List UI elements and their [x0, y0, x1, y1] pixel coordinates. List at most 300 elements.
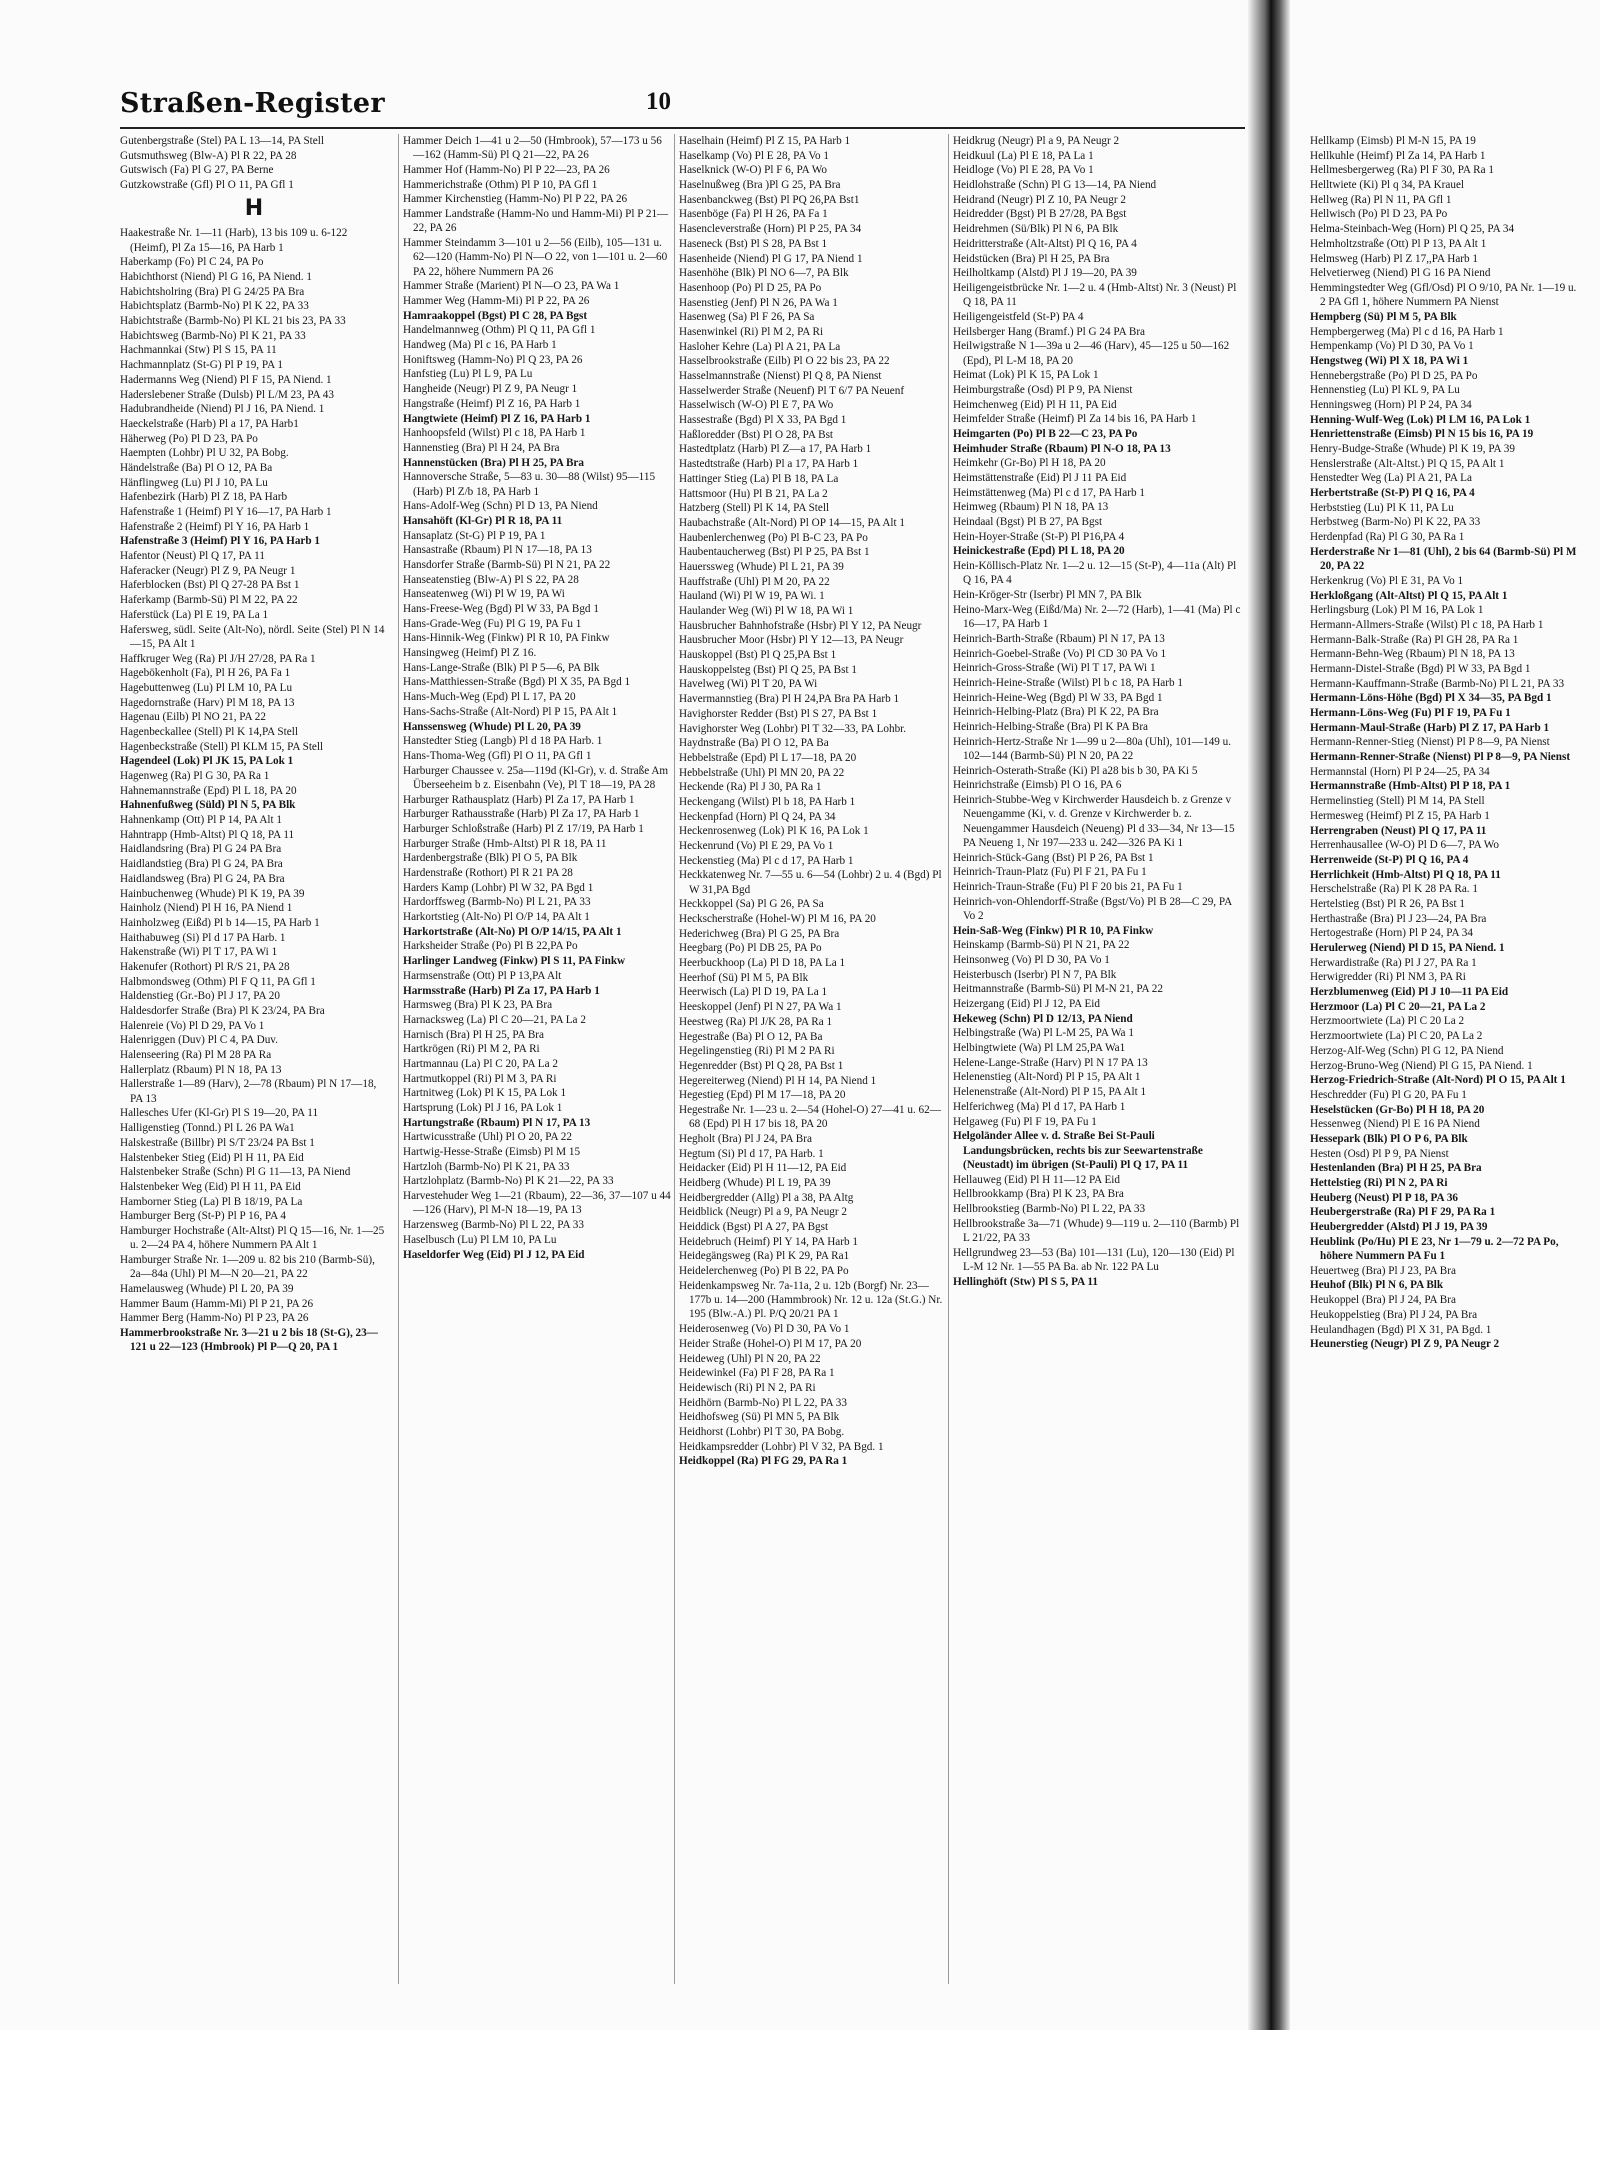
street-entry: Hammer Steindamm 3—101 u 2—56 (Eilb), 105—131 u. 62—120 (Hamm-No) Pl N—O 22, von 1—101 u. 2—60 PA 22, höhere Nummern PA 26 — [403, 237, 668, 278]
street-entry: Hermann-Renner-Straße (Nienst) Pl P 8—9, PA Nienst — [1310, 751, 1571, 764]
street-entry: Herzmoortwiete (La) Pl C 20 La 2 — [1310, 1015, 1465, 1028]
street-entry: Hattsmoor (Hu) Pl B 21, PA La 2 — [679, 487, 828, 500]
street-entry: Hamburger Berg (St-P) Pl P 16, PA 4 — [120, 1210, 286, 1223]
street-entry: Havighorster Redder (Bst) Pl S 27, PA Bst 1 — [679, 707, 878, 720]
street-entry: Hartungstraße (Rbaum) Pl N 17, PA 13 — [403, 1116, 591, 1129]
street-entry: Herzblumenweg (Eid) Pl J 10—11 PA Eid — [1310, 986, 1509, 999]
street-entry: Halenreie (Vo) Pl D 29, PA Vo 1 — [120, 1019, 265, 1032]
street-entry: Hahnemannstraße (Epd) Pl L 18, PA 20 — [120, 784, 297, 797]
street-entry: Hasenstieg (Jenf) Pl N 26, PA Wa 1 — [679, 296, 838, 309]
street-entry: Hardenstraße (Rothort) Pl R 21 PA 28 — [403, 867, 573, 880]
street-entry: Harmsenstraße (Ott) Pl P 13,PA Alt — [403, 969, 562, 982]
street-entry: Henstedter Weg (La) Pl A 21, PA La — [1310, 472, 1472, 485]
street-entry: Hekeweg (Schn) Pl D 12/13, PA Niend — [953, 1012, 1133, 1025]
street-entry: Heinrich-Heine-Straße (Wilst) Pl b c 18, PA Harb 1 — [953, 676, 1183, 689]
street-entry: Hammer Baum (Hamm-Mi) Pl P 21, PA 26 — [120, 1297, 314, 1310]
street-entry: Haferstück (La) Pl E 19, PA La 1 — [120, 608, 269, 621]
street-entry: Hartwicusstraße (Uhl) Pl O 20, PA 22 — [403, 1131, 572, 1144]
street-entry: Harvestehuder Weg 1—21 (Rbaum), 22—36, 37—107 u 44—126 (Harv), Pl M-N 18—19, PA 13 — [403, 1190, 671, 1217]
street-entry: Hans-Much-Weg (Epd) Pl L 17, PA 20 — [403, 691, 576, 704]
street-entry: Haseneck (Bst) Pl S 28, PA Bst 1 — [679, 237, 828, 250]
street-entry: Haferkamp (Barmb-Sü) Pl M 22, PA 22 — [120, 594, 298, 607]
street-entry: Habichtsweg (Barmb-No) Pl K 21, PA 33 — [120, 329, 306, 342]
street-entry: Habichtsplatz (Barmb-No) Pl K 22, PA 33 — [120, 300, 309, 313]
street-entry: Hegestraße (Ba) Pl O 12, PA Ba — [679, 1030, 823, 1043]
street-entry: Harburger Chaussee v. 25a—119d (Kl-Gr), v. d. Straße Am Überseeheim b z. Eisenbahn (Ve), Pl T 18—19, PA 28 — [403, 764, 669, 791]
street-entry: Gutenbergstraße (Stel) PA L 13—14, PA Stell — [120, 135, 324, 147]
street-entry: Hellkuhle (Heimf) Pl Za 14, PA Harb 1 — [1310, 149, 1486, 162]
street-entry: Hans-Sachs-Straße (Alt-Nord) Pl P 15, PA Alt 1 — [403, 705, 618, 718]
street-entry: Hans-Freese-Weg (Bgd) Pl W 33, PA Bgd 1 — [403, 603, 599, 616]
street-entry: Hagebökenholt (Fa), Pl H 26, PA Fa 1 — [120, 667, 291, 680]
street-entry: Hannenstücken (Bra) Pl H 25, PA Bra — [403, 456, 584, 469]
street-entry: Hennebergstraße (Po) Pl D 25, PA Po — [1310, 369, 1478, 382]
street-entry: Hansastraße (Rbaum) Pl N 17—18, PA 13 — [403, 544, 592, 557]
street-entry: Heinickestraße (Epd) Pl L 18, PA 20 — [953, 545, 1125, 558]
street-entry: Herzmoor (La) Pl C 20—21, PA La 2 — [1310, 1000, 1486, 1013]
street-entry: Harburger Rathausstraße (Harb) Pl Za 17, PA Harb 1 — [403, 808, 640, 821]
street-entry: Hasselwerder Straße (Neuenf) Pl T 6/7 PA Neuenf — [679, 384, 905, 397]
street-entry: Hamelausweg (Whude) Pl L 20, PA 39 — [120, 1282, 294, 1295]
street-entry: Harkortstraße (Alt-No) Pl O/P 14/15, PA Alt 1 — [403, 925, 622, 938]
street-entry: Heinrichstraße (Eimsb) Pl O 16, PA 6 — [953, 779, 1122, 792]
street-entry: Heerwisch (La) Pl D 19, PA La 1 — [679, 986, 828, 999]
street-entry: Herrengraben (Neust) Pl Q 17, PA 11 — [1310, 824, 1487, 837]
street-entry: Heidkampsredder (Lohbr) Pl V 32, PA Bgd. 1 — [679, 1440, 884, 1453]
street-entry: Heidacker (Eid) Pl H 11—12, PA Eid — [679, 1162, 847, 1175]
street-entry: Haidlandsweg (Bra) Pl G 24, PA Bra — [120, 872, 285, 885]
street-entry: Hestenlanden (Bra) Pl H 25, PA Bra — [1310, 1162, 1482, 1175]
street-entry: Hammer Deich 1—41 u 2—50 (Hmbrook), 57—173 u 56—162 (Hamm-Sü) Pl Q 21—22, PA 26 — [403, 135, 662, 162]
street-entry: Hermann-Distel-Straße (Bgd) Pl W 33, PA Bgd 1 — [1310, 662, 1531, 675]
street-entry: Hauskoppelsteg (Bst) Pl Q 25, PA Bst 1 — [679, 663, 857, 676]
street-entry: Heiligengeistfeld (St-P) PA 4 — [953, 310, 1084, 323]
street-entry: Heegbarg (Po) Pl DB 25, PA Po — [679, 942, 822, 955]
street-entry: Haithabuweg (Si) Pl d 17 PA Harb. 1 — [120, 931, 286, 944]
street-entry: Haferacker (Neugr) Pl Z 9, PA Neugr 1 — [120, 564, 296, 577]
street-entry: Hammer Kirchenstieg (Hamm-No) Pl P 22, PA 26 — [403, 193, 628, 206]
street-entry: Haberkamp (Fo) Pl C 24, PA Po — [120, 256, 264, 269]
street-entry: Heimfelder Straße (Heimf) Pl Za 14 bis 16, PA Harb 1 — [953, 413, 1197, 426]
street-entry: Hegtum (Si) Pl d 17, PA Harb. 1 — [679, 1147, 824, 1160]
street-entry: Herwigredder (Ri) Pl NM 3, PA Ri — [1310, 971, 1466, 984]
street-entry: Hellkamp (Eimsb) Pl M-N 15, PA 19 — [1310, 135, 1476, 147]
street-entry: Heidhorst (Lohbr) Pl T 30, PA Bobg. — [679, 1425, 845, 1438]
street-entry: Hein-Köllisch-Platz Nr. 1—2 u. 12—15 (St-P), 4—11a (Alt) Pl Q 16, PA 4 — [953, 560, 1237, 587]
street-entry: Heubergredder (Alstd) Pl J 19, PA 39 — [1310, 1221, 1488, 1234]
street-entry: Havighorster Weg (Lohbr) Pl T 32—33, PA Lohbr. — [679, 722, 907, 735]
street-entry: Hanssensweg (Whude) Pl L 20, PA 39 — [403, 720, 581, 733]
street-entry: Heidewisch (Ri) Pl N 2, PA Ri — [679, 1381, 816, 1394]
street-entry: Heider Straße (Hohel-O) Pl M 17, PA 20 — [679, 1337, 862, 1350]
street-entry: Hessepark (Blk) Pl O P 6, PA Blk — [1310, 1132, 1468, 1145]
street-entry: Heckscherstraße (Hohel-W) Pl M 16, PA 20 — [679, 913, 876, 926]
street-entry: Hassestraße (Bgd) Pl X 33, PA Bgd 1 — [679, 414, 847, 427]
street-entry: Haempten (Lohbr) Pl U 32, PA Bobg. — [120, 447, 289, 460]
street-entry: Hamraakoppel (Bgst) Pl C 28, PA Bgst — [403, 309, 588, 322]
street-entry: Hempbergerweg (Ma) Pl c d 16, PA Harb 1 — [1310, 325, 1504, 338]
street-entry: Haselhain (Heimf) Pl Z 15, PA Harb 1 — [679, 135, 851, 147]
street-entry: Heidloge (Vo) Pl E 28, PA Vo 1 — [953, 164, 1094, 177]
street-entry: Helma-Steinbach-Weg (Horn) Pl Q 25, PA 34 — [1310, 223, 1515, 236]
street-entry: Hangstraße (Heimf) Pl Z 16, PA Harb 1 — [403, 397, 581, 410]
street-entry: Hardenbergstraße (Blk) Pl O 5, PA Blk — [403, 852, 578, 865]
street-entry: Heckkoppel (Sa) Pl G 26, PA Sa — [679, 898, 824, 911]
street-entry: Heinrich-von-Ohlendorff-Straße (Bgst/Vo) Pl B 28—C 29, PA Vo 2 — [953, 895, 1232, 922]
street-entry: Hartnitweg (Lok) Pl K 15, PA Lok 1 — [403, 1087, 567, 1100]
street-entry: Hafenstraße 3 (Heimf) Pl Y 16, PA Harb 1 — [120, 535, 320, 548]
street-entry: Hakenstraße (Wi) Pl T 17, PA Wi 1 — [120, 946, 278, 959]
street-entry: Hellauweg (Eid) Pl H 11—12 PA Eid — [953, 1173, 1120, 1186]
street-entry: Herzmoortwiete (La) Pl C 20, PA La 2 — [1310, 1030, 1483, 1043]
street-entry: Harkortstieg (Alt-No) Pl O/P 14, PA Alt 1 — [403, 911, 590, 924]
street-entry: Hegestraße Nr. 1—23 u. 2—54 (Hohel-O) 27—41 u. 62—68 (Epd) Pl H 17 bis 18, PA 20 — [679, 1103, 941, 1131]
street-entry: Herbstweg (Barm-No) Pl K 22, PA 33 — [1310, 516, 1481, 529]
street-entry: Hans-Hinnik-Weg (Finkw) Pl R 10, PA Finkw — [403, 632, 610, 645]
street-entry: Heidritterstraße (Alt-Altst) Pl Q 16, PA 4 — [953, 237, 1137, 250]
street-entry: Helenenstieg (Alt-Nord) Pl P 15, PA Alt 1 — [953, 1071, 1141, 1084]
street-entry: Henslerstraße (Alt-Altst.) Pl Q 15, PA Alt 1 — [1310, 457, 1505, 470]
street-entry: Heinrich-Stück-Gang (Bst) Pl P 26, PA Bst 1 — [953, 851, 1154, 864]
street-entry: Hesten (Osd) Pl P 9, PA Nienst — [1310, 1147, 1449, 1160]
street-entry: Hamburger Straße Nr. 1—209 u. 82 bis 210 (Barmb-Sü), 2a—84a (Uhl) Pl M—N 20—21, PA 22 — [120, 1253, 375, 1281]
street-entry: Harmsstraße (Harb) Pl Za 17, PA Harb 1 — [403, 984, 600, 997]
street-entry: Heiderosenweg (Vo) Pl D 30, PA Vo 1 — [679, 1323, 850, 1336]
street-entry: Heckengang (Wilst) Pl b 18, PA Harb 1 — [679, 795, 856, 808]
street-entry: Hessenweg (Niend) Pl E 16 PA Niend — [1310, 1118, 1480, 1131]
street-entry: Heukoppelstieg (Bra) Pl J 24, PA Bra — [1310, 1308, 1478, 1321]
street-entry: Heimburgstraße (Osd) Pl P 9, PA Nienst — [953, 383, 1133, 396]
street-entry: Haselnußweg (Bra )Pl G 25, PA Bra — [679, 179, 841, 192]
street-entry: Hempenkamp (Vo) Pl D 30, PA Vo 1 — [1310, 340, 1474, 353]
street-entry: Herrenweide (St-P) Pl Q 16, PA 4 — [1310, 853, 1469, 866]
street-entry: Helmholtzstraße (Ott) Pl P 13, PA Alt 1 — [1310, 237, 1487, 250]
street-entry: Hamborner Stieg (La) Pl B 18/19, PA La — [120, 1195, 303, 1208]
street-entry: Heckenpfad (Horn) Pl Q 24, PA 34 — [679, 810, 836, 823]
street-entry: Hatzberg (Stell) Pl K 14, PA Stell — [679, 502, 830, 515]
street-entry: Hansdorfer Straße (Barmb-Sü) Pl N 21, PA 22 — [403, 558, 611, 571]
street-entry: Hardorffsweg (Barmb-No) Pl L 21, PA 33 — [403, 896, 591, 909]
street-entry: Hermann-Kauffmann-Straße (Barmb-No) Pl L 21, PA 33 — [1310, 677, 1565, 690]
street-entry: Herkenkrug (Vo) Pl E 31, PA Vo 1 — [1310, 574, 1464, 587]
street-entry: Hagendeel (Lok) Pl JK 15, PA Lok 1 — [120, 755, 294, 768]
street-entry: Heitmannstraße (Barmb-Sü) Pl M-N 21, PA 22 — [953, 983, 1163, 996]
street-entry: Helgaweg (Fu) Pl F 19, PA Fu 1 — [953, 1115, 1097, 1128]
street-entry: Heidkrug (Neugr) Pl a 9, PA Neugr 2 — [953, 135, 1120, 147]
street-entry: Hammerbrookstraße Nr. 3—21 u 2 bis 18 (St-G), 23—121 u 22—123 (Hmbrook) Pl P—Q 20, PA 1 — [120, 1326, 378, 1354]
street-entry: Henning-Wulf-Weg (Lok) Pl LM 16, PA Lok 1 — [1310, 413, 1531, 426]
street-entry: Halstenbeker Straße (Schn) Pl G 11—13, PA Niend — [120, 1166, 351, 1179]
street-entry: Hansaplatz (St-G) Pl P 19, PA 1 — [403, 529, 546, 542]
street-entry: Herschelstraße (Ra) Pl K 28 PA Ra. 1 — [1310, 883, 1478, 896]
street-entry: Hafersweg, südl. Seite (Alt-No), nördl. Seite (Stel) Pl N 14—15, PA Alt 1 — [120, 623, 385, 650]
street-entry: Helmsweg (Harb) Pl Z 17,,PA Harb 1 — [1310, 252, 1479, 265]
street-entry: Herzog-Bruno-Weg (Niend) Pl G 15, PA Niend. 1 — [1310, 1059, 1533, 1072]
street-entry: Handelmannweg (Othm) Pl Q 11, PA Gfl 1 — [403, 324, 596, 337]
street-entry: Haselkamp (Vo) Pl E 28, PA Vo 1 — [679, 149, 830, 162]
street-entry: Herderstraße Nr 1—81 (Uhl), 2 bis 64 (Barmb-Sü) Pl M 20, PA 22 — [1310, 545, 1577, 573]
street-entry: Haidlandstieg (Bra) Pl G 24, PA Bra — [120, 858, 283, 871]
street-entry: Halskestraße (Billbr) Pl S/T 23/24 PA Bst 1 — [120, 1136, 315, 1149]
street-entry: Heckenstieg (Ma) Pl c d 17, PA Harb 1 — [679, 854, 854, 867]
street-entry: Herzog-Friedrich-Straße (Alt-Nord) Pl O 15, PA Alt 1 — [1310, 1074, 1566, 1087]
street-entry: Heidrehmen (Sü/Blk) Pl N 6, PA Blk — [953, 223, 1119, 236]
street-entry: Hannenstieg (Bra) Pl H 24, PA Bra — [403, 441, 560, 454]
street-entry: Hausbrucher Bahnhofstraße (Hsbr) Pl Y 12, PA Neugr — [679, 619, 922, 632]
street-entry: Heinrich-Stubbe-Weg v Kirchwerder Hausdeich b. z Grenze v Neuengamme (Ki, v. d. Grenze v Kirchwerder b. z. Neuengammer Hausdeich (Neueng) Pl d 33—34, Nr 13—15 PA Neueng 1, Nr 197—233 u. 242—326 PA Ki 1 — [953, 793, 1235, 849]
street-entry: Harnacksweg (La) Pl C 20—21, PA La 2 — [403, 1013, 586, 1026]
street-entry: Heeskoppel (Jenf) Pl N 27, PA Wa 1 — [679, 1001, 842, 1014]
street-entry: Heidegängsweg (Ra) Pl K 29, PA Ra1 — [679, 1250, 850, 1263]
street-entry: Hein-Kröger-Str (Iserbr) Pl MN 7, PA Blk — [953, 589, 1142, 602]
street-entry: Haubenlerchenweg (Po) Pl B-C 23, PA Po — [679, 531, 868, 544]
street-entry: Heukoppel (Bra) Pl J 24, PA Bra — [1310, 1294, 1456, 1307]
register-column-4 — [948, 134, 1243, 1984]
street-entry: Hegereiterweg (Niend) Pl H 14, PA Niend 1 — [679, 1074, 877, 1087]
street-entry: Heerhof (Sü) Pl M 5, PA Blk — [679, 971, 809, 984]
street-entry: Hasenhöhe (Blk) Pl NO 6—7, PA Blk — [679, 267, 849, 280]
street-entry: Heckkatenweg Nr. 7—55 u. 6—54 (Lohbr) 2 u. 4 (Bgd) Pl W 31,PA Bgd — [679, 869, 942, 896]
street-entry: Halbmondsweg (Othm) Pl F Q 11, PA Gfl 1 — [120, 975, 316, 988]
street-entry: Hafentor (Neust) Pl Q 17, PA 11 — [120, 550, 265, 563]
street-entry: Heuertweg (Bra) Pl J 23, PA Bra — [1310, 1264, 1456, 1277]
street-entry: Haydnstraße (Ba) Pl O 12, PA Ba — [679, 737, 829, 750]
street-entry: Hafenbezirk (Harb) Pl Z 18, PA Harb — [120, 491, 288, 504]
street-entry: Hastedtplatz (Harb) Pl Z—a 17, PA Harb 1 — [679, 443, 872, 456]
page-header — [120, 88, 1240, 128]
street-entry: Hegenredder (Bst) Pl Q 28, PA Bst 1 — [679, 1059, 844, 1072]
street-entry: Hans-Thoma-Weg (Gfl) Pl O 11, PA Gfl 1 — [403, 749, 592, 762]
street-entry: Herdenpfad (Ra) Pl G 30, PA Ra 1 — [1310, 531, 1465, 544]
street-entry: Heublink (Po/Hu) Pl E 23, Nr 1—79 u. 2—72 PA Po, höhere Nummern PA Fu 1 — [1310, 1235, 1559, 1263]
register-column-2 — [398, 134, 671, 1984]
street-entry: Hasenheide (Niend) Pl G 17, PA Niend 1 — [679, 252, 863, 265]
street-entry: Herlingsburg (Lok) Pl M 16, PA Lok 1 — [1310, 604, 1484, 617]
street-entry: Herwardistraße (Ra) Pl J 27, PA Ra 1 — [1310, 956, 1477, 969]
street-entry: Halligenstieg (Tonnd.) Pl L 26 PA Wa1 — [120, 1122, 295, 1135]
street-entry: Hellbrookkamp (Bra) Pl K 23, PA Bra — [953, 1188, 1124, 1201]
street-entry: Heerbuckhoop (La) Pl D 18, PA La 1 — [679, 957, 846, 970]
street-entry: Hannoversche Straße, 5—83 u. 30—88 (Wilst) 95—115 (Harb) Pl Z/b 18, PA Harb 1 — [403, 471, 656, 498]
street-entry: Hegholt (Bra) Pl J 24, PA Bra — [679, 1132, 812, 1145]
street-entry: Heimchenweg (Eid) Pl H 11, PA Eid — [953, 398, 1117, 411]
street-entry: Hauland (Wi) Pl W 19, PA Wi. 1 — [679, 590, 825, 603]
street-entry: Heizergang (Eid) Pl J 12, PA Eid — [953, 998, 1100, 1011]
street-entry: Heidkoppel (Ra) Pl FG 29, PA Ra 1 — [679, 1455, 848, 1468]
street-entry: Heidrand (Neugr) Pl Z 10, PA Neugr 2 — [953, 193, 1126, 206]
street-entry: Hammer Hof (Hamm-No) Pl P 22—23, PA 26 — [403, 163, 610, 176]
street-entry: Heschredder (Fu) Pl G 20, PA Fu 1 — [1310, 1088, 1467, 1101]
street-entry: Hans-Adolf-Weg (Schn) Pl D 13, PA Niend — [403, 500, 598, 513]
street-entry: Heulandhagen (Bgd) Pl X 31, PA Bgd. 1 — [1310, 1323, 1492, 1336]
street-entry: Haßloredder (Bst) Pl O 28, PA Bst — [679, 428, 834, 441]
street-entry: Heilholtkamp (Alstd) Pl J 19—20, PA 39 — [953, 267, 1137, 280]
street-entry: Haseldorfer Weg (Eid) Pl J 12, PA Eid — [403, 1248, 585, 1261]
street-entry: Hahnenkamp (Ott) Pl P 14, PA Alt 1 — [120, 814, 283, 827]
street-entry: Harksheider Straße (Po) Pl B 22,PA Po — [403, 940, 578, 953]
street-entry: Heilwigstraße N 1—39a u 2—46 (Harv), 45—125 u 50—162 (Epd), Pl L-M 18, PA 20 — [953, 340, 1230, 367]
street-entry: Heunerstieg (Neugr) Pl Z 9, PA Neugr 2 — [1310, 1338, 1500, 1351]
street-entry: Hasencleverstraße (Horn) Pl P 25, PA 34 — [679, 223, 862, 236]
street-entry: Hagenbeckallee (Stell) Pl K 14,PA Stell — [120, 725, 298, 738]
street-entry: Herulerweg (Niend) Pl D 15, PA Niend. 1 — [1310, 942, 1505, 955]
street-entry: Heimstättenstraße (Eid) Pl J 11 PA Eid — [953, 472, 1127, 485]
street-entry: Heinrich-Helbing-Platz (Bra) Pl K 22, PA Bra — [953, 706, 1159, 719]
street-entry: Henningsweg (Horn) Pl P 24, PA 34 — [1310, 398, 1472, 411]
register-title: Straßen-Register — [120, 88, 385, 119]
street-entry: Hermann-Löns-Höhe (Bgd) Pl X 34—35, PA Bgd 1 — [1310, 692, 1552, 705]
street-entry: Hadubrandheide (Niend) Pl J 16, PA Niend. 1 — [120, 403, 325, 416]
street-entry: Hattinger Stieg (La) Pl B 18, PA La — [679, 472, 839, 485]
street-entry: Heckenrund (Vo) Pl E 29, PA Vo 1 — [679, 840, 834, 852]
street-entry: Hastedtstraße (Harb) Pl a 17, PA Harb 1 — [679, 458, 859, 471]
street-entry: Heimweg (Rbaum) Pl N 18, PA 13 — [953, 501, 1109, 514]
street-entry: Hermesweg (Heimf) Pl Z 15, PA Harb 1 — [1310, 809, 1490, 822]
street-entry: Heinrich-Barth-Straße (Rbaum) Pl N 17, PA 13 — [953, 632, 1165, 645]
street-entry: Hausbrucher Moor (Hsbr) Pl Y 12—13, PA Neugr — [679, 634, 904, 647]
street-entry: Hennenstieg (Lu) Pl KL 9, PA Lu — [1310, 384, 1460, 397]
street-entry: Hermann-Behn-Weg (Rbaum) Pl N 18, PA 13 — [1310, 648, 1515, 661]
street-entry: Heinrich-Traun-Straße (Fu) Pl F 20 bis 21, PA Fu 1 — [953, 880, 1183, 893]
street-entry: Halenriggen (Duv) Pl C 4, PA Duv. — [120, 1034, 278, 1047]
header-rule — [120, 127, 1245, 129]
register-column-5-next-page — [1310, 134, 1580, 1984]
street-entry: Herbststieg (Lu) Pl K 11, PA Lu — [1310, 501, 1454, 514]
street-entry: Haderslebener Straße (Dulsb) Pl L/M 23, PA 43 — [120, 388, 334, 401]
street-entry: Hasenweg (Sa) Pl F 26, PA Sa — [679, 311, 815, 324]
street-entry: Herzog-Alf-Weg (Schn) Pl G 12, PA Niend — [1310, 1044, 1504, 1057]
street-entry: Hauffstraße (Uhl) Pl M 20, PA 22 — [679, 575, 830, 588]
register-column-1 — [120, 134, 388, 1984]
street-entry: Harlinger Landweg (Finkw) Pl S 11, PA Finkw — [403, 955, 626, 968]
street-entry: Haldenstieg (Gr.-Bo) Pl J 17, PA 20 — [120, 990, 280, 1003]
street-entry: Hartmutkoppel (Ri) Pl M 3, PA Ri — [403, 1072, 557, 1085]
street-entry: Hasloher Kehre (La) Pl A 21, PA La — [679, 340, 841, 353]
street-entry: Heinskamp (Barmb-Sü) Pl N 21, PA 22 — [953, 939, 1130, 952]
street-entry: Hellmesbergerweg (Ra) Pl F 30, PA Ra 1 — [1310, 164, 1494, 177]
street-entry: Heilsberger Hang (Bramf.) Pl G 24 PA Bra — [953, 325, 1146, 338]
street-entry: Hellgrundweg 23—53 (Ba) 101—131 (Lu), 120—130 (Eid) Pl L-M 12 Nr. 1—55 PA Ba. ab Nr. 122 PA Lu — [953, 1246, 1235, 1273]
street-entry: Heselstücken (Gr-Bo) Pl H 18, PA 20 — [1310, 1103, 1485, 1116]
page-bottom-margin — [0, 2030, 1600, 2177]
street-entry: Hainholz (Niend) Pl H 16, PA Niend 1 — [120, 902, 293, 915]
street-entry: Haselknick (W-O) Pl F 6, PA Wo — [679, 164, 827, 177]
street-entry: Hasselbrookstraße (Eilb) Pl O 22 bis 23, PA 22 — [679, 355, 890, 368]
street-entry: Hein-Saß-Weg (Finkw) Pl R 10, PA Finkw — [953, 924, 1154, 937]
street-entry: Helferichweg (Ma) Pl d 17, PA Harb 1 — [953, 1100, 1126, 1113]
street-entry: Hasselmannstraße (Nienst) Pl Q 8, PA Nienst — [679, 370, 882, 382]
street-entry: Henriettenstraße (Eimsb) Pl N 15 bis 16, PA 19 — [1310, 428, 1534, 441]
street-entry: Honiftsweg (Hamm-No) Pl Q 23, PA 26 — [403, 353, 583, 366]
street-entry: Hengstweg (Wi) Pl X 18, PA Wi 1 — [1310, 354, 1469, 367]
street-entry: Haffkruger Weg (Ra) Pl J/H 27/28, PA Ra 1 — [120, 652, 316, 665]
street-entry: Hauerssweg (Whude) Pl L 21, PA 39 — [679, 560, 844, 573]
street-entry: Hebbelstraße (Epd) Pl L 17—18, PA 20 — [679, 751, 857, 764]
street-entry: Heidenkampsweg Nr. 7a-11a, 2 u. 12b (Borgf) Nr. 23—177b u. 14—200 (Hammbrook) Nr. 12 u. 12a (St.G.) Nr. 195 (Blw.-A.) Pl. P/Q 20/21 PA 1 — [679, 1279, 943, 1321]
street-entry: Heinrich-Helbing-Straße (Bra) Pl K PA Bra — [953, 720, 1149, 733]
street-entry: Hanfstieg (Lu) Pl L 9, PA Lu — [403, 368, 533, 381]
street-entry: Hafenstraße 2 (Heimf) Pl Y 16, PA Harb 1 — [120, 520, 310, 533]
street-entry: Hakenufer (Rothort) Pl R/S 21, PA 28 — [120, 960, 290, 973]
street-entry: Hans-Grade-Weg (Fu) Pl G 19, PA Fu 1 — [403, 617, 582, 630]
street-entry: Heino-Marx-Weg (Eißd/Ma) Nr. 2—72 (Harb), 1—41 (Ma) Pl c 16—17, PA Harb 1 — [953, 603, 1241, 631]
street-entry: Heuhof (Blk) Pl N 6, PA Blk — [1310, 1279, 1444, 1292]
street-entry: Hemmingstedter Weg (Gfl/Osd) Pl O 9/10, PA Nr. 1—19 u. 2 PA Gfl 1, höhere Nummern PA Nienst — [1310, 281, 1577, 309]
street-entry: Harburger Rathausplatz (Harb) Pl Za 17, PA Harb 1 — [403, 793, 635, 806]
street-entry: Hangheide (Neugr) Pl Z 9, PA Neugr 1 — [403, 383, 578, 396]
street-entry: Hamburger Hochstraße (Alt-Altst) Pl Q 15—16, Nr. 1—25 u. 2—24 PA 4, höhere Nummern PA Alt 1 — [120, 1224, 385, 1252]
street-entry: Halstenbeker Stieg (Eid) Pl H 11, PA Eid — [120, 1151, 304, 1164]
street-entry: Halstenbeker Weg (Eid) Pl H 11, PA Eid — [120, 1180, 301, 1193]
street-entry: Heidstücken (Bra) Pl H 25, PA Bra — [953, 252, 1110, 265]
street-entry: Haulander Weg (Wi) Pl W 18, PA Wi 1 — [679, 605, 854, 617]
street-entry: Helenenstraße (Alt-Nord) Pl P 15, PA Alt 1 — [953, 1086, 1147, 1099]
street-entry: Hartmannau (La) Pl C 20, PA La 2 — [403, 1057, 558, 1070]
street-entry: Hartzloh (Barmb-No) Pl K 21, PA 33 — [403, 1160, 570, 1173]
street-entry: Hadermanns Weg (Niend) Pl F 15, PA Niend. 1 — [120, 373, 332, 386]
street-entry: Hachmannplatz (St-G) Pl P 19, PA 1 — [120, 359, 283, 372]
street-entry: Hellbrookstraße 3a—71 (Whude) 9—119 u. 2—110 (Barmb) Pl L 21/22, PA 33 — [953, 1217, 1240, 1244]
street-entry: Herrlichkeit (Hmb-Altst) Pl Q 18, PA 11 — [1310, 868, 1501, 881]
street-entry: Hellweg (Ra) Pl N 11, PA Gfl 1 — [1310, 193, 1452, 206]
street-entry: Herrenhausallee (W-O) Pl D 6—7, PA Wo — [1310, 839, 1499, 852]
street-entry: Heiddick (Bgst) Pl A 27, PA Bgst — [679, 1221, 829, 1234]
street-entry: Hempberg (Sü) Pl M 5, PA Blk — [1310, 310, 1457, 323]
street-entry: Hermannstraße (Hmb-Altst) Pl P 18, PA 1 — [1310, 780, 1511, 793]
street-entry: Heimat (Lok) Pl K 15, PA Lok 1 — [953, 369, 1099, 382]
street-entry: Heidredder (Bgst) Pl B 27/28, PA Bgst — [953, 208, 1127, 221]
street-entry: Hegestieg (Epd) Pl M 17—18, PA 20 — [679, 1089, 846, 1102]
street-entry: Harders Kamp (Lohbr) Pl W 32, PA Bgd 1 — [403, 881, 594, 894]
street-entry: Haubachstraße (Alt-Nord) Pl OP 14—15, PA Alt 1 — [679, 516, 906, 529]
street-entry: Hasenböge (Fa) Pl H 26, PA Fa 1 — [679, 208, 828, 221]
street-entry: Hangtwiete (Heimf) Pl Z 16, PA Harb 1 — [403, 412, 591, 425]
street-entry: Hagedornstraße (Harv) Pl M 18, PA 13 — [120, 696, 295, 709]
street-entry: Hasenwinkel (Ri) Pl M 2, PA Ri — [679, 325, 824, 338]
book-gutter — [1248, 0, 1290, 2177]
street-entry: Heckende (Ra) Pl J 30, PA Ra 1 — [679, 781, 822, 794]
street-entry: Haferblocken (Bst) Pl Q 27-28 PA Bst 1 — [120, 579, 300, 592]
street-entry: Hermann-Maul-Straße (Harb) Pl Z 17, PA Harb 1 — [1310, 721, 1550, 734]
street-entry: Hettelstieg (Ri) Pl N 2, PA Ri — [1310, 1177, 1448, 1190]
street-entry: Haeckelstraße (Harb) Pl a 17, PA Harb1 — [120, 417, 299, 430]
street-entry: Hermannstal (Horn) Pl P 24—25, PA 34 — [1310, 765, 1490, 778]
street-entry: Hans-Lange-Straße (Blk) Pl P 5—6, PA Blk — [403, 661, 600, 674]
street-entry: Hammer Straße (Marient) Pl N—O 23, PA Wa 1 — [403, 280, 620, 293]
street-entry: Heidebruch (Heimf) Pl Y 14, PA Harb 1 — [679, 1235, 858, 1248]
street-entry: Gutsmuthsweg (Blw-A) Pl R 22, PA 28 — [120, 149, 297, 162]
street-entry: Hammerichstraße (Othm) Pl P 10, PA Gfl 1 — [403, 178, 598, 191]
street-entry: Hanseatenstieg (Blw-A) Pl S 22, PA 28 — [403, 573, 579, 586]
street-entry: Heidlohstraße (Schn) Pl G 13—14, PA Niend — [953, 179, 1157, 192]
street-entry: Hallesches Ufer (Kl-Gr) Pl S 19—20, PA 11 — [120, 1107, 319, 1120]
street-entry: Hagenau (Eilb) Pl NO 21, PA 22 — [120, 711, 266, 724]
street-entry: Harburger Straße (Hmb-Altst) Pl R 18, PA 11 — [403, 837, 607, 850]
street-entry: Helvetierweg (Niend) Pl G 16 PA Niend — [1310, 267, 1491, 280]
street-entry: Haidlandsring (Bra) Pl G 24 PA Bra — [120, 843, 282, 856]
street-entry: Heiligengeistbrücke Nr. 1—2 u. 4 (Hmb-Altst) Nr. 3 (Neust) Pl Q 18, PA 11 — [953, 281, 1237, 309]
street-entry: Heideweg (Uhl) Pl N 20, PA 22 — [679, 1352, 821, 1365]
street-entry: Hansahöft (Kl-Gr) Pl R 18, PA 11 — [403, 514, 563, 527]
street-entry: Harmsweg (Bra) Pl K 23, PA Bra — [403, 999, 553, 1012]
street-entry: Hegelingenstieg (Ri) Pl M 2 PA Ri — [679, 1045, 835, 1058]
street-entry: Heinrich-Osterath-Straße (Ki) Pl a28 bis b 30, PA Ki 5 — [953, 764, 1198, 777]
street-entry: Hans-Matthiessen-Straße (Bgd) Pl X 35, PA Bgd 1 — [403, 676, 631, 689]
street-entry: Herkloßgang (Alt-Altst) Pl Q 15, PA Alt 1 — [1310, 589, 1508, 602]
street-entry: Hammer Landstraße (Hamm-No und Hamm-Mi) Pl P 21—22, PA 26 — [403, 208, 669, 235]
street-entry: Hanstedter Stieg (Langb) Pl d 18 PA Harb. 1 — [403, 735, 603, 748]
street-entry: Hainholzweg (Eißd) Pl b 14—15, PA Harb 1 — [120, 916, 320, 929]
